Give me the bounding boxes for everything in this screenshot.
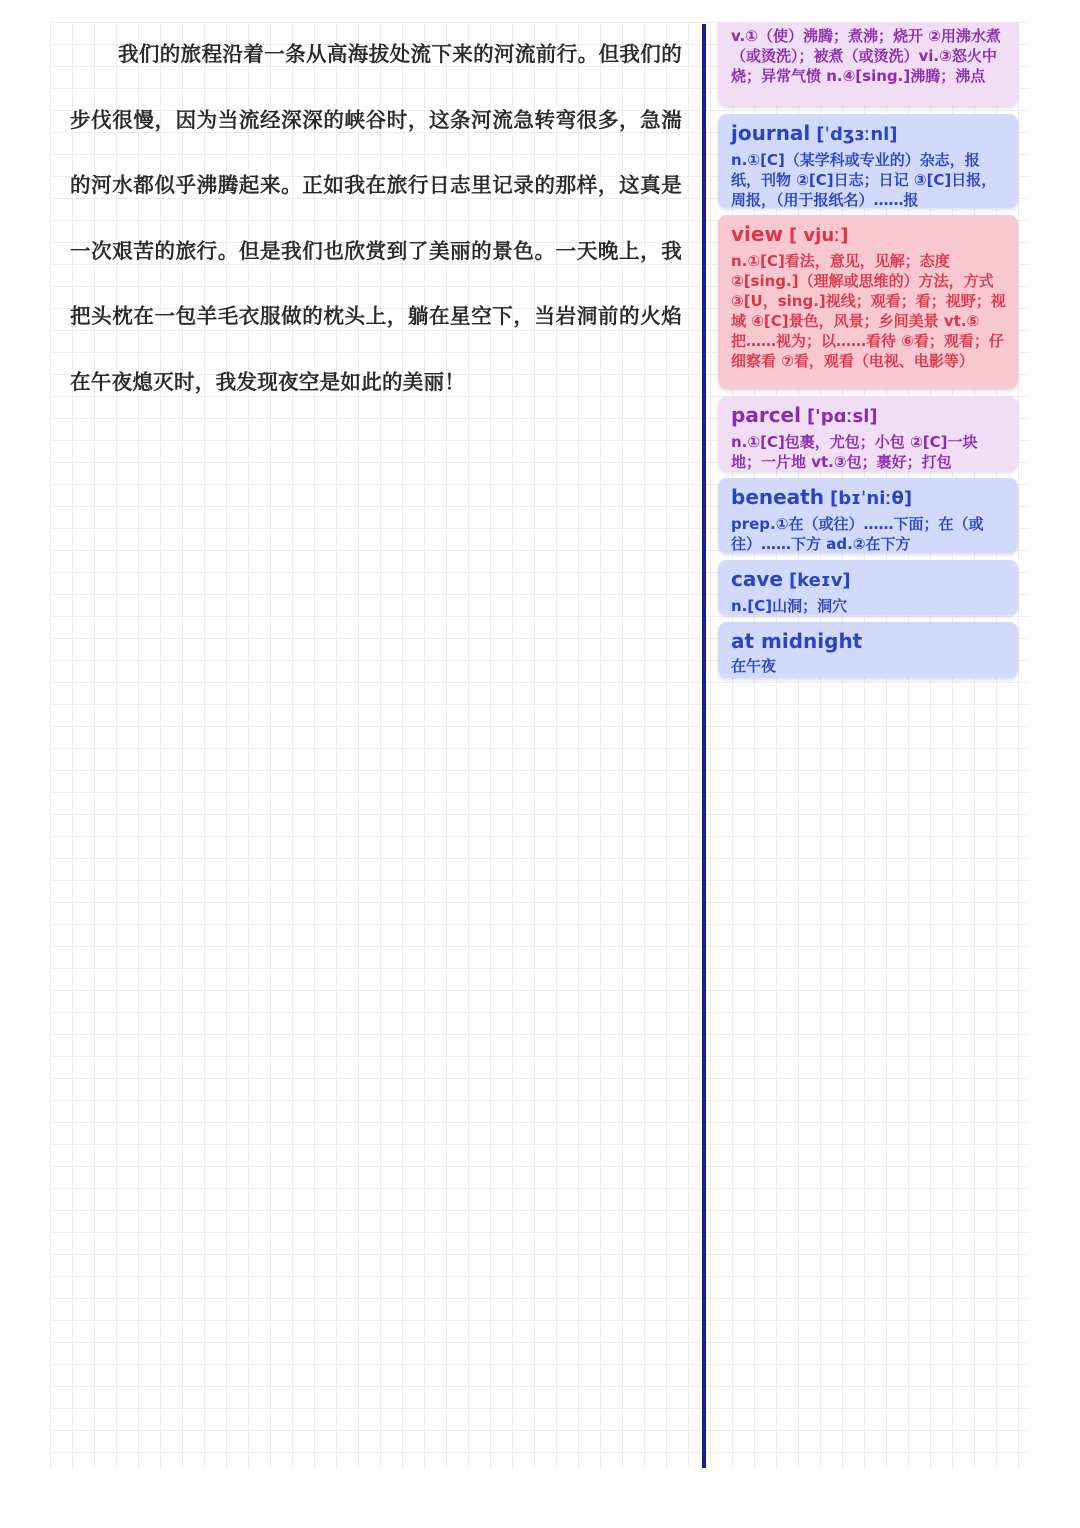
vocab-definition: prep.①在（或往）……下面；在（或往）……下方 ad.②在下方: [731, 515, 984, 553]
vocab-entry-header: [731, 628, 1006, 654]
vocab-entry-header: [731, 120, 1006, 148]
vocab-entry-header: [731, 402, 1006, 430]
vocab-definition: n.①[C]（某学科或专业的）杂志，报纸，刊物 ②[C]日志；日记 ③[C]日报，周报，（用于报纸名）……报: [731, 151, 997, 209]
vocab-definition: v.①（使）沸腾；煮沸；烧开 ②用沸水煮（或烫洗）；被煮（或烫洗）vi.③怒火中烧；异常气愤 n.④[sing.]沸腾；沸点: [731, 27, 1001, 85]
vocab-card-journal: [718, 114, 1018, 208]
vocab-definition: 在午夜: [731, 657, 777, 675]
vocab-phonetic: [bɪˈniːθ]: [829, 488, 913, 509]
vocab-word: view: [731, 222, 783, 246]
vocab-phonetic: [keɪv]: [788, 570, 851, 591]
vocab-word: parcel: [731, 403, 801, 427]
vocab-word: journal: [731, 121, 811, 145]
vocab-definition: n.[C]山洞；洞穴: [731, 597, 848, 615]
vocab-entry-header: [731, 221, 1006, 249]
vocab-definition: n.①[C]看法，意见，见解；态度 ②[sing.]（理解或思维的）方法，方式 ③[U，sing.]视线；观看；看；视野；视域 ④[C]景色，风景；乡间美景 vt.⑤把……视为；以……看待 ⑥看；观看；仔细察看 ⑦看，观看（电视、电影等）: [731, 252, 1006, 370]
vocab-definition: n.①[C]包裹，尤包；小包 ②[C]一块地；一片地 vt.③包；裹好；打包: [731, 433, 978, 471]
vocab-card-parcel: [718, 396, 1018, 471]
vocab-entry-header: [731, 484, 1006, 512]
vocab-card-cave: [718, 560, 1018, 615]
vocab-word: beneath: [731, 485, 824, 509]
vocab-phonetic: [ vjuː]: [788, 225, 849, 246]
vocab-card-at-midnight: [718, 622, 1018, 678]
passage-text: 我们的旅程沿着一条从高海拔处流下来的河流前行。但我们的步伐很慢，因为当流经深深的峡谷时，这条河流急转弯很多，急湍的河水都似乎沸腾起来。正如我在旅行日志里记录的那样，这真是一次艰苦的旅行。但是我们也欣赏到了美丽的景色。一天晚上，我把头枕在一包羊毛衣服做的枕头上，躺在星空下，当岩洞前的火焰在午夜熄灭时，我发现夜空是如此的美丽！: [70, 42, 682, 394]
vocab-word: at midnight: [731, 629, 863, 653]
vocab-word: cave: [731, 567, 783, 591]
vocab-card-beneath: [718, 478, 1018, 553]
vocab-phonetic: ['pɑːsl]: [806, 406, 878, 427]
vocab-card-view: [718, 215, 1018, 389]
vocab-entry-header: [731, 566, 1006, 594]
column-divider: [702, 24, 706, 1468]
vocab-phonetic: [ˈdʒɜːnl]: [816, 124, 898, 145]
vocab-card-boil: [718, 22, 1018, 106]
